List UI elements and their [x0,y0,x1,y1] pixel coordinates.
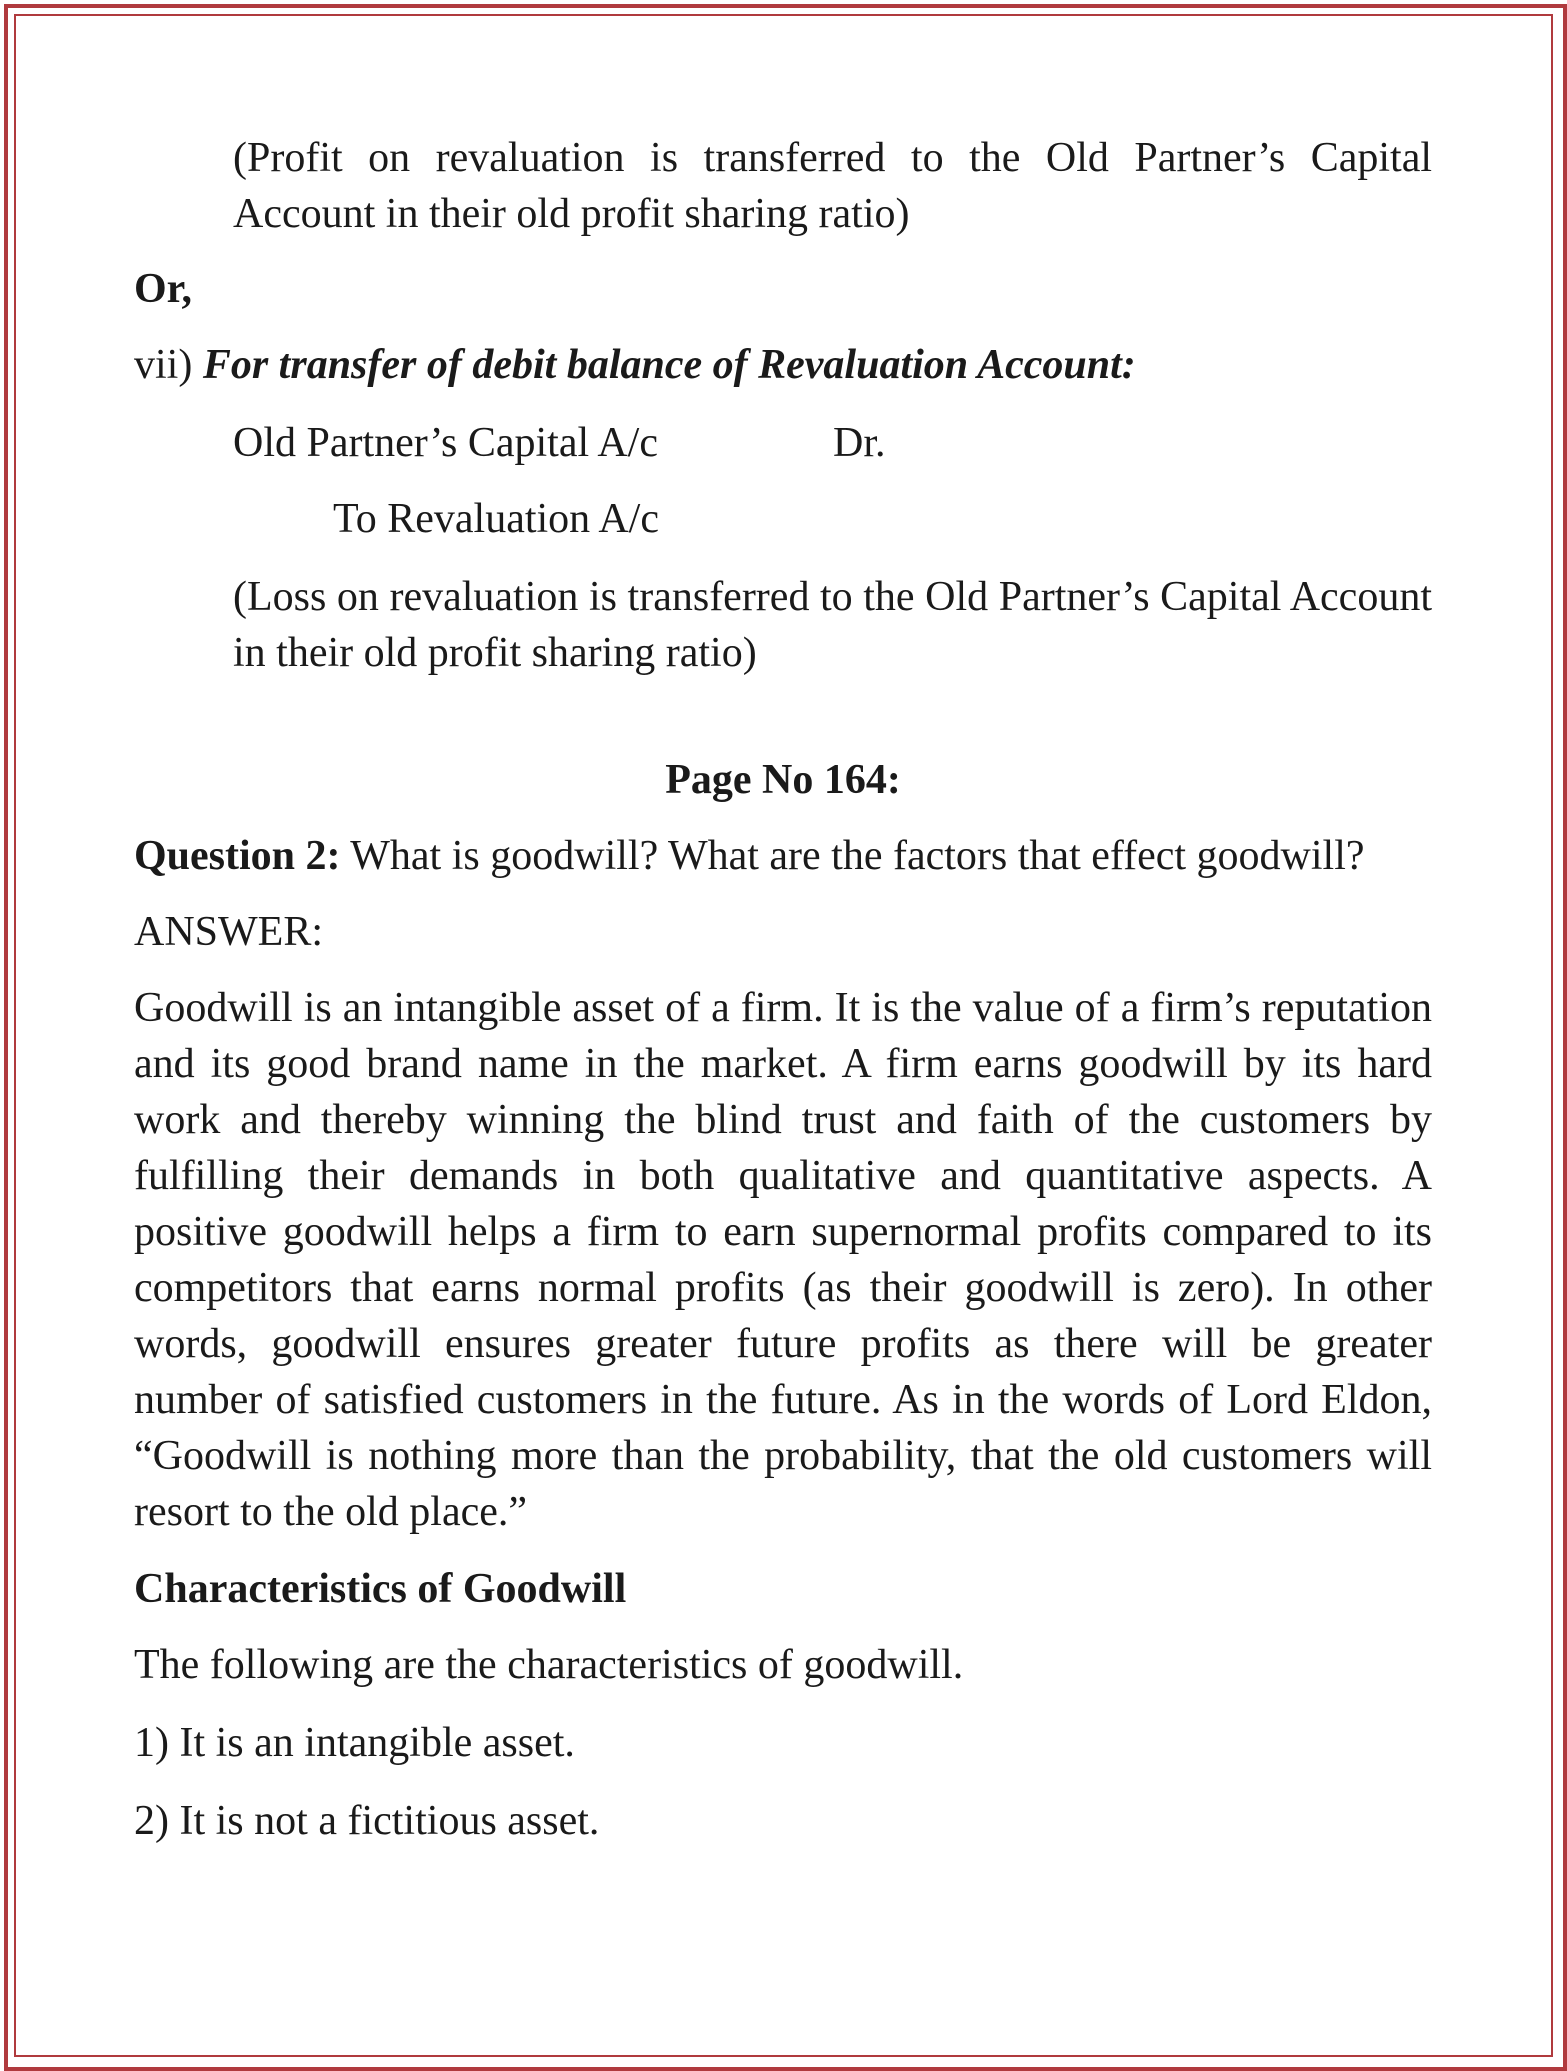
question-text: What is goodwill? What are the factors that effect goodwill? [350,833,1365,879]
step-vii-heading [134,337,1432,393]
debit-account: Old Partner’s Capital A/c [233,420,658,466]
loss-revaluation-note: (Loss on revaluation is transferred to the Old Partner’s Capital Account in their old profit sharing ratio) [233,574,1432,676]
characteristics-intro: The following are the characteristics of goodwill. [134,1642,964,1688]
characteristics-heading: Characteristics of Goodwill [134,1566,627,1612]
step-vii-title: For transfer of debit balance of Revaluation Account: [202,342,1136,388]
debit-marker: Dr. [833,420,886,466]
credit-account: To Revaluation A/c [333,496,659,542]
question-line [134,828,1432,884]
or-label: Or, [134,266,192,312]
answer-label: ANSWER: [134,909,323,955]
page-reference: Page No 164: [665,757,901,803]
step-vii-number: vii) [134,342,193,388]
question-label: Question 2: [134,833,341,879]
characteristic-item: 1) It is an intangible asset. [134,1720,575,1766]
document-body [134,130,1432,1849]
profit-revaluation-note: (Profit on revaluation is transferred to the Old Partner’s Capital Account in their old profit sharing ratio) [233,135,1432,237]
answer-paragraph: Goodwill is an intangible asset of a firm. It is the value of a firm’s reputation and its good brand name in the market. A firm earns goodwill by its hard work and thereby winning the blind trust and faith of the customers by fulfilling their demands in both qualitative and quantitative aspects. A positive goodwill helps a firm to earn supernormal profits compared to its competitors that earns normal profits (as their goodwill is zero). In other words, goodwill ensures greater future profits as there will be greater number of satisfied customers in the future. As in the words of Lord Eldon, “Goodwill is nothing more than the probability, that the old customers will resort to the old place.” [134,985,1432,1535]
characteristic-item: 2) It is not a fictitious asset. [134,1798,600,1844]
journal-debit-row [134,415,1432,471]
